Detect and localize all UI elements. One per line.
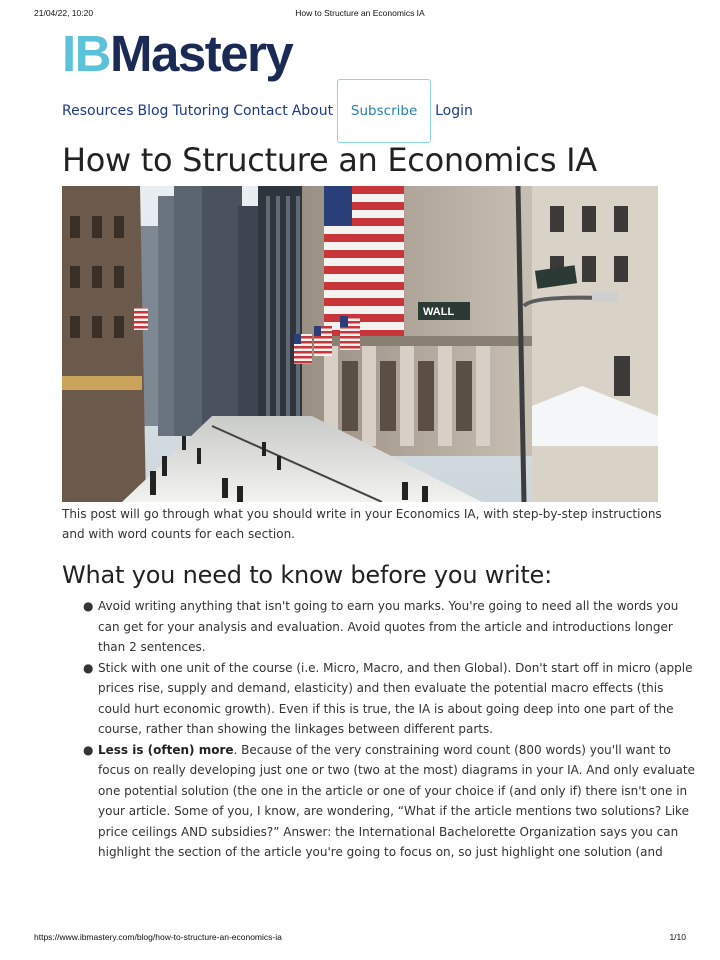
article-title: How to Structure an Economics IA bbox=[62, 141, 597, 179]
print-url: https://www.ibmastery.com/blog/how-to-structure-an-economics-ia bbox=[34, 932, 282, 942]
svg-text:WALL: WALL bbox=[423, 306, 455, 318]
main-nav bbox=[62, 96, 477, 126]
list-item bbox=[83, 740, 698, 863]
large-flag bbox=[324, 186, 404, 336]
nav-contact[interactable]: Contact bbox=[233, 103, 288, 119]
nav-tutoring[interactable]: Tutoring bbox=[172, 103, 230, 119]
print-datetime: 21/04/22, 10:20 bbox=[34, 8, 94, 18]
bullet-dot-icon: ● bbox=[83, 599, 94, 613]
list-item bbox=[83, 658, 698, 740]
print-footer bbox=[34, 932, 686, 944]
logo-ib-text: IB bbox=[62, 25, 110, 82]
section-heading: What you need to know before you write: bbox=[62, 561, 553, 589]
site-logo[interactable] bbox=[62, 26, 292, 82]
print-header bbox=[34, 8, 686, 20]
nav-login[interactable]: Login bbox=[435, 103, 473, 119]
nav-resources[interactable]: Resources bbox=[62, 103, 134, 119]
list-item-text: Stick with one unit of the course (i.e. Micro, Macro, and then Global). Don't start off in micro (apple prices rise, supply and demand, elasticity) and then evaluate the potential macro effects (this could hurt economic growth). Even if this is true, the IA is about going deep into one part of the course, rather than showing the linkages between different parts. bbox=[98, 660, 693, 736]
list-item-text: . Because of the very constraining word count (800 words) you'll want to focus on really developing just one or two (two at the most) diagrams in your IA. And only evaluate one potential solution (the one in the article or one of your choice if (and only if) there isn't one in your article. Some of you, I know, are wondering, “What if the article mentions two solutions? Like price ceilings AND subsidies?” Answer: the International Bachelorette Organization says you can highlight the section of the article you're going to focus on, so just highlight one solution (and bbox=[98, 742, 695, 859]
hero-image bbox=[62, 186, 658, 502]
list-item-text: Avoid writing anything that isn't going to earn you marks. You're going to need all the words you can get for your analysis and evaluation. Avoid quotes from the article and introductions longer than 2 sentences. bbox=[98, 599, 679, 654]
wall-street-illustration bbox=[62, 186, 658, 502]
article-intro: This post will go through what you should write in your Economics IA, with step-by-step instructions and with word counts for each section. bbox=[62, 507, 662, 541]
list-item bbox=[83, 596, 698, 658]
bullet-dot-icon: ● bbox=[83, 742, 94, 757]
list-item-bold: Less is (often) more bbox=[98, 742, 234, 757]
tips-list bbox=[62, 596, 698, 863]
nav-about[interactable]: About bbox=[291, 103, 334, 119]
bullet-dot-icon: ● bbox=[83, 660, 94, 675]
nav-blog[interactable]: Blog bbox=[137, 103, 169, 119]
logo-mastery-text: Mastery bbox=[110, 25, 293, 82]
print-page-title: How to Structure an Economics IA bbox=[295, 8, 425, 18]
subscribe-button[interactable]: Subscribe bbox=[337, 79, 431, 143]
print-page-number: 1/10 bbox=[669, 932, 686, 942]
